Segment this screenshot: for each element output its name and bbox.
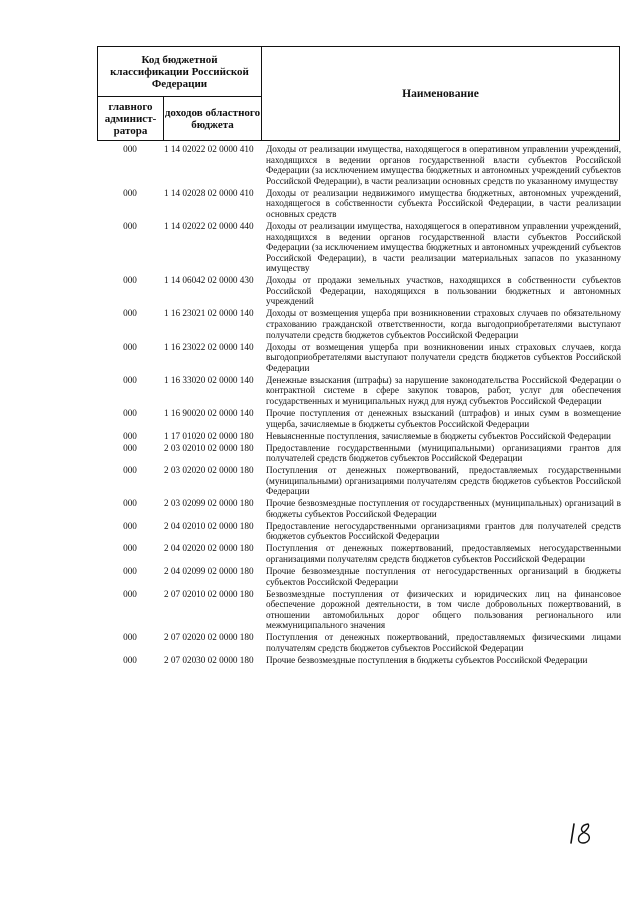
row-name: Доходы от реализации имущества, находящегося в оперативном управлении учреждений, находящихся в ведении органов государственной власти субъектов Российской Федерации (за исключением имущества бюджетных и автономных учреждений субъектов Российской Федерации), в части реализации материальных запасов по указанному имуществу [266, 220, 621, 274]
table-header [97, 46, 620, 141]
row-income-code: 1 14 06042 02 0000 430 [164, 275, 254, 286]
table-row [97, 375, 620, 407]
table-row [97, 521, 620, 542]
table-row [97, 443, 620, 464]
row-admin-code: 000 [123, 498, 137, 509]
row-admin-code: 000 [123, 654, 137, 665]
row-admin-code: 000 [123, 187, 137, 198]
row-admin-code: 000 [123, 566, 137, 577]
table-row [97, 566, 620, 587]
table-row [97, 632, 620, 653]
row-admin-code: 000 [123, 520, 137, 531]
header-admin: главного админист-ратора [98, 97, 164, 141]
row-name: Невыясненные поступления, зачисляемые в бюджеты субъектов Российской Федерации [266, 430, 611, 441]
row-income-code: 1 14 02022 02 0000 440 [164, 220, 254, 231]
row-name: Поступления от денежных пожертвований, предоставляемых государственными (муниципальными) организациями получателям средств бюджетов субъектов Российской Федерации [266, 465, 621, 497]
table-row [97, 498, 620, 519]
handwritten-page-number [568, 820, 598, 846]
row-income-code: 1 14 02028 02 0000 410 [164, 187, 254, 198]
row-income-code: 1 17 01020 02 0000 180 [164, 430, 254, 441]
table-body [97, 144, 620, 667]
row-income-code: 1 14 02022 02 0000 410 [164, 144, 254, 154]
table-row [97, 408, 620, 429]
row-admin-code: 000 [123, 275, 137, 286]
table-row [97, 655, 620, 666]
row-name: Доходы от возмещения ущерба при возникновении иных страховых случаев, когда выгодоприобретателями выступают получатели средств бюджетов субъектов Российской Федерации [266, 341, 621, 373]
row-income-code: 2 03 02010 02 0000 180 [164, 442, 254, 453]
row-name: Поступления от денежных пожертвований, предоставляемых негосударственными организациями получателям средств бюджетов субъектов Российской Федерации [266, 543, 621, 565]
row-admin-code: 000 [123, 341, 137, 352]
row-income-code: 2 07 02010 02 0000 180 [164, 588, 254, 599]
row-admin-code: 000 [123, 632, 137, 643]
row-income-code: 2 04 02099 02 0000 180 [164, 566, 254, 577]
row-name: Прочие безвозмездные поступления в бюджеты субъектов Российской Федерации [266, 654, 588, 665]
table-row [97, 221, 620, 274]
row-admin-code: 000 [123, 407, 137, 418]
table-row [97, 431, 620, 442]
row-income-code: 2 07 02030 02 0000 180 [164, 654, 254, 665]
row-income-code: 2 04 02010 02 0000 180 [164, 520, 254, 531]
row-admin-code: 000 [123, 374, 137, 385]
table-row [97, 275, 620, 307]
table-row [97, 308, 620, 340]
row-name: Денежные взыскания (штрафы) за нарушение законодательства Российской Федерации о контрактной системе в сфере закупок товаров, работ, услуг для обеспечения государственных и муниципальных нужд для нужд субъектов Российской Федерации [266, 374, 621, 406]
row-name: Предоставление негосударственными организациями грантов для получателей средств бюджетов субъектов Российской Федерации [266, 520, 621, 542]
header-name: Наименование [402, 87, 479, 100]
row-admin-code: 000 [123, 543, 137, 554]
row-income-code: 1 16 33020 02 0000 140 [164, 374, 254, 385]
row-admin-code: 000 [123, 442, 137, 453]
header-income: доходов областного бюджета [164, 97, 262, 141]
row-admin-code: 000 [123, 220, 137, 231]
row-income-code: 1 16 23022 02 0000 140 [164, 341, 254, 352]
row-admin-code: 000 [123, 144, 137, 154]
row-income-code: 2 03 02020 02 0000 180 [164, 465, 254, 476]
row-name: Доходы от возмещения ущерба при возникновении страховых случаев по обязательному страхованию гражданской ответственности, когда выгодоприобретателями выступают получатели средств бюджетов субъектов Российской Федерации [266, 308, 621, 340]
table-row [97, 144, 620, 186]
row-name: Доходы от реализации недвижимого имущества бюджетных, автономных учреждений, находящегося в собственности субъекта Российской Федерации, в части реализации основных средств [266, 187, 621, 219]
row-admin-code: 000 [123, 465, 137, 476]
row-name: Предоставление государственными (муниципальными) организациями грантов для получателей средств бюджетов субъектов Российской Федерации [266, 442, 621, 464]
row-income-code: 1 16 23021 02 0000 140 [164, 308, 254, 319]
row-admin-code: 000 [123, 308, 137, 319]
table-row [97, 342, 620, 374]
row-income-code: 2 04 02020 02 0000 180 [164, 543, 254, 554]
row-name: Доходы от реализации имущества, находящегося в оперативном управлении учреждений, находящихся в ведении органов государственной власти субъектов Российской Федерации (за исключением имущества бюджетных и автономных учреждений субъектов Российской Федерации), в части реализации основных средств по указанному имуществу [266, 144, 621, 186]
row-name: Доходы от продажи земельных участков, находящихся в собственности субъектов Российской Федерации, находящихся в пользовании бюджетных и автономных учреждений [266, 275, 621, 307]
table-row [97, 465, 620, 497]
row-income-code: 2 07 02020 02 0000 180 [164, 632, 254, 643]
table-row [97, 188, 620, 220]
row-name: Поступления от денежных пожертвований, предоставляемых физическими лицами получателям средств бюджетов субъектов Российской Федерации [266, 632, 621, 653]
row-admin-code: 000 [123, 588, 137, 599]
row-name: Прочие безвозмездные поступления от государственных (муниципальных) организаций в бюджеты субъектов Российской Федерации [266, 498, 621, 519]
table-row [97, 589, 620, 631]
row-name: Прочие поступления от денежных взысканий (штрафов) и иных сумм в возмещение ущерба, зачисляемые в бюджеты субъектов Российской Федерации [266, 407, 621, 429]
header-code-group: Код бюджетной классификации Российской Федерации [98, 47, 262, 97]
row-income-code: 2 03 02099 02 0000 180 [164, 498, 254, 509]
row-name: Прочие безвозмездные поступления от негосударственных организаций в бюджеты субъектов Российской Федерации [266, 566, 621, 587]
table-row [97, 543, 620, 564]
row-income-code: 1 16 90020 02 0000 140 [164, 407, 254, 418]
row-admin-code: 000 [123, 430, 137, 441]
row-name: Безвозмездные поступления от физических и юридических лиц на финансовое обеспечение дорожной деятельности, в том числе добровольных пожертвований, в отношении автомобильных дорог общего пользования регионального или межмуниципального значения [266, 588, 621, 631]
